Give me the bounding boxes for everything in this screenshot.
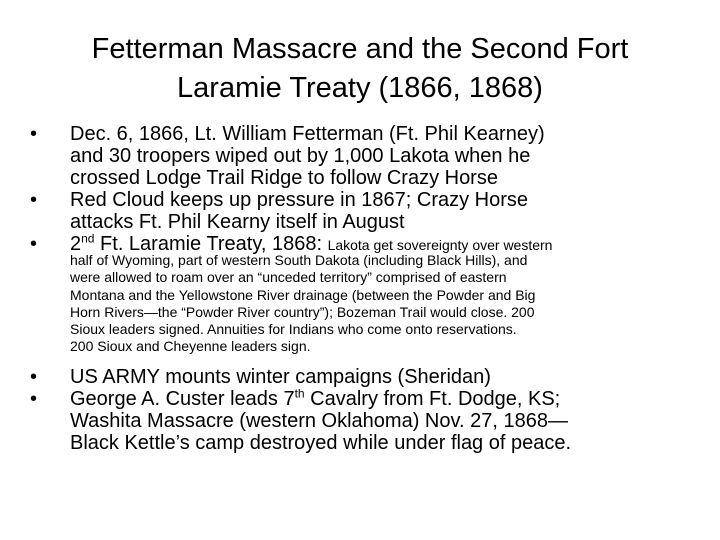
bullet-text-line [70,388,690,410]
treaty-heading: Ft. Laramie Treaty, 1868: [94,233,328,255]
bullet-fetterman [30,123,690,189]
bullet-list [30,123,690,454]
custer-text-a: George A. Custer leads 7 [70,387,295,410]
bullet-marker: • [30,189,38,211]
bullet-custer [30,388,690,454]
treaty-detail-start: Lakota get sovereignty over western [327,237,553,253]
title-line-1: Fetterman Massacre and the Second Fort [91,33,629,65]
bullet-text-line: attacks Ft. Phil Kearny itself in August [70,211,405,233]
bullet-text-line: Red Cloud keeps up pressure in 1867; Crazy Horse [70,189,529,211]
bullet-marker: • [30,123,38,145]
bullet-text-line: Black Kettle’s camp destroyed while under flag of peace. [70,431,572,454]
title-line-2: Laramie Treaty (1866, 1868) [177,72,543,104]
bullet-marker: • [30,365,38,388]
bullet-treaty [30,233,690,356]
bullet-text-line: crossed Lodge Trail Ridge to follow Crazy Horse [70,167,498,189]
treaty-detail-line: were allowed to roam over an “unceded territory” comprised of eastern [70,269,507,286]
bullet-text-line: and 30 troopers wiped out by 1,000 Lakota when he [70,145,531,167]
treaty-detail-line: 200 Sioux and Cheyenne leaders sign. [70,338,311,355]
slide-title [40,30,680,108]
custer-text-b: Cavalry from Ft. Dodge, KS; [304,387,561,410]
bullet-text-line: Dec. 6, 1866, Lt. William Fetterman (Ft. Phil Kearney) [70,123,545,145]
bullet-red-cloud [30,189,690,233]
bullet-text-line: Washita Massacre (western Oklahoma) Nov. 27, 1868— [70,409,568,432]
treaty-detail-line: Montana and the Yellowstone River drainage (between the Powder and Big [70,286,536,303]
treaty-number: 2 [70,233,82,255]
bullet-marker: • [30,233,38,255]
treaty-detail-line: Sioux leaders signed. Annuities for Indians who come onto reservations. [70,321,517,338]
cavalry-ordinal-suffix: th [294,386,305,401]
bullet-text-line: US ARMY mounts winter campaigns (Sheridan) [70,365,491,388]
treaty-detail [70,252,690,356]
bullet-winter-campaigns [30,366,690,388]
treaty-ordinal-suffix: nd [81,231,95,246]
treaty-detail-line: half of Wyoming, part of western South Dakota (including Black Hills), and [70,252,528,268]
bullet-marker: • [30,387,38,410]
treaty-detail-line: Horn Rivers—the “Powder River country”); Bozeman Trail would close. 200 [70,303,535,320]
